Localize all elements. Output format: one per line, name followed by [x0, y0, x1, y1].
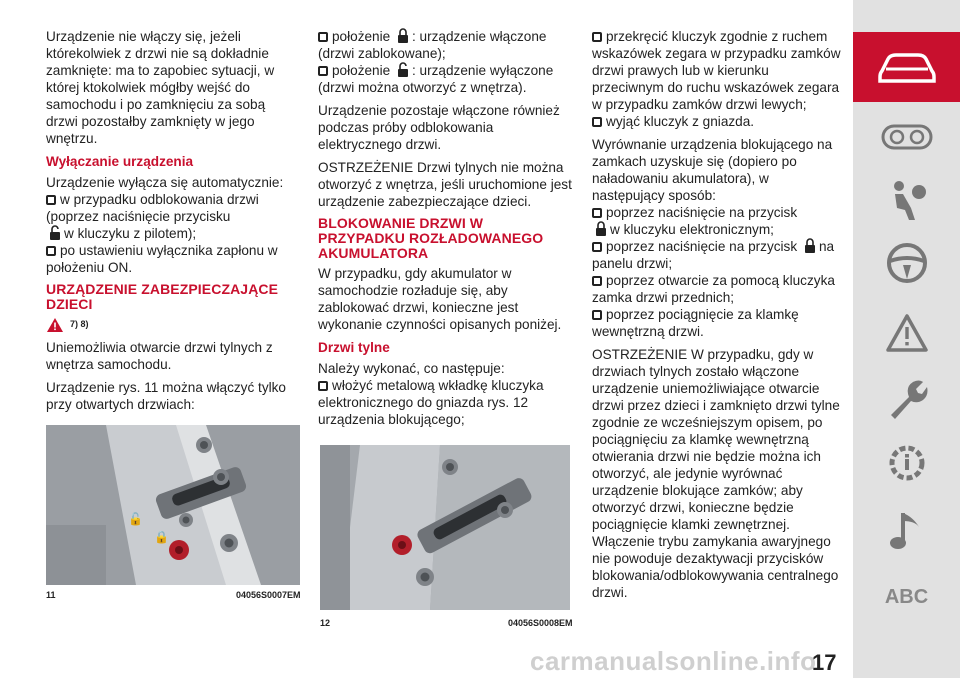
airbag-person-icon — [885, 178, 929, 222]
watermark: carmanualsonline.info — [530, 646, 817, 676]
bullet-icon — [46, 195, 56, 205]
chapter-service-tab[interactable] — [853, 364, 960, 434]
heading-disabling-device: Wyłączanie urządzenia — [46, 154, 194, 169]
heading-battery-locking: BLOKOWANIE DRZWI W PRZYPADKU ROZŁADOWANEGO AKUMULATORA — [318, 215, 544, 261]
heading-rear-doors: Drzwi tylne — [318, 340, 390, 355]
figure-12-caption: 12 — [320, 618, 331, 628]
bullet-unlock: w przypadku odblokowania drzwi (poprzez naciśnięcie przycisku w kluczyku z pilotem); — [46, 192, 259, 241]
intro-paragraph: Urządzenie nie włączy się, jeżeli którekolwiek z drzwi nie są dokładnie zamknięte: ma to zapobiec sytuacji, w której ktokolwiek mógłby wejść do samochodu i po zamknięciu za sobą drzwi pozostałby zamknięty w jego wnętrzu. — [46, 29, 275, 146]
bullet-icon — [592, 208, 602, 218]
bullet-icon — [318, 381, 328, 391]
dashboard-icon — [881, 124, 933, 150]
bullet-icon — [46, 246, 56, 256]
lock-icon — [595, 221, 607, 236]
bullet-press-panel-button: poprzez naciśnięcie na przycisk na panelu drzwi; — [592, 239, 835, 271]
column-3 — [592, 28, 844, 607]
bullet-turn-key: przekręcić kluczyk zgodnie z ruchem wskazówek zegara w przypadku zamków drzwi prawych lub w kierunku przeciwnym do ruchu wskazówek zegara w przypadku zamków drzwi lewych; — [592, 29, 841, 112]
bullet-open-front-door: poprzez otwarcie za pomocą kluczyka zamka drzwi przednich; — [592, 273, 835, 305]
bullet-position-unlocked: położenie : urządzenie wyłączone (drzwi można otworzyć z wnętrza). — [318, 63, 554, 95]
bullet-icon — [318, 66, 328, 76]
lock-icon — [804, 238, 816, 253]
heading-child-safety: URZĄDZENIE ZABEZPIECZAJĄCE DZIECI — [46, 281, 279, 312]
auto-off-paragraph: Urządzenie wyłącza się automatycznie: — [46, 175, 284, 190]
remains-on-paragraph: Urządzenie pozostaje włączone również podczas próby odblokowania elektrycznego drzwi. — [318, 103, 560, 152]
alignment-paragraph: Wyrównanie urządzenia blokującego na zamkach uzyskuje się (dopiero po naładowaniu akumulatora), w następujący sposób: — [592, 137, 833, 203]
warning-paragraph-1: OSTRZEŻENIE Drzwi tylnych nie można otworzyć z wnętrza, jeśli uruchomione jest urządzenie zabezpieczające dzieci. — [318, 160, 572, 209]
chapter-safety-tab[interactable] — [853, 165, 960, 235]
page-number: 17 — [812, 650, 837, 675]
chapter-multimedia-tab[interactable] — [853, 496, 960, 566]
steering-wheel-icon — [885, 241, 929, 285]
bullet-ignition: po ustawieniu wyłącznika zapłonu w położeniu ON. — [46, 243, 278, 275]
chapter-vehicle-tab[interactable] — [853, 32, 960, 102]
lock-closed-icon — [397, 28, 409, 43]
bullet-icon — [592, 117, 602, 127]
bullet-icon — [592, 32, 602, 42]
chapter-sidebar — [853, 0, 960, 678]
chapter-dashboard-tab[interactable] — [853, 102, 960, 172]
svg-text:🔓: 🔓 — [128, 512, 143, 526]
svg-text:🔒: 🔒 — [154, 530, 169, 544]
chapter-technical-data-tab[interactable] — [853, 428, 960, 498]
warning-paragraph-2: OSTRZEŻENIE W przypadku, gdy w drzwiach tylnych zostało włączone urządzenie uniemożliwiające otwarcie drzwi przez dzieci i zamknięto drzwi tylne zgodnie ze wcześniejszym opisem, po pociągnięciu za klamkę wewnętrzną otwierania drzwi nie będzie można ich otworzyć, ale jedynie wyrównać urządzenie blokujące zamków; aby otworzyć drzwi, konieczne będzie pociągnięcie klamki zewnętrznej. Włączenie trybu zamykania awaryjnego nie powoduje dezaktywacji przycisków blokowania/odblokowywania centralnego drzwi. — [592, 347, 840, 600]
music-note-icon — [889, 509, 925, 553]
unlock-icon — [49, 225, 61, 240]
bullet-remove-key: wyjąć kluczyk z gniazda. — [592, 113, 844, 130]
figure-12-code: 04056S0008EM — [508, 618, 573, 628]
figure-12-door-lock-photo — [320, 445, 570, 610]
column-1 — [46, 28, 300, 419]
column-2 — [318, 28, 572, 434]
abc-index: ABC — [884, 585, 929, 608]
lock-open-icon — [397, 62, 409, 77]
warning-triangle-icon — [885, 313, 929, 353]
car-icon — [876, 49, 938, 85]
bullet-pull-handle: poprzez pociągnięcie za klamkę wewnętrzną drzwi. — [592, 307, 799, 339]
do-following-paragraph: Należy wykonać, co następuje: — [318, 361, 505, 376]
chapter-driving-tab[interactable] — [853, 228, 960, 298]
battery-paragraph: W przypadku, gdy akumulator w samochodzie rozładuje się, aby zablokować drzwi, konieczne jest wykonanie czynności opisanych poniżej. — [318, 266, 562, 332]
bullet-icon — [592, 242, 602, 252]
bullet-icon — [592, 310, 602, 320]
warning-triangle-icon — [46, 317, 64, 333]
gear-info-icon — [885, 441, 929, 485]
warning-reference: 7) 8) — [46, 316, 300, 333]
bullet-insert-key: włożyć metalową wkładkę kluczyka elektronicznego do gniazda rys. 12 urządzenia blokującego; — [318, 378, 544, 427]
chapter-index-tab[interactable] — [853, 562, 960, 632]
prevents-opening-paragraph: Uniemożliwia otwarcie drzwi tylnych z wnętrza samochodu. — [46, 340, 273, 372]
figure-11-code: 04056S0007EM — [236, 590, 301, 600]
activation-paragraph: Urządzenie rys. 11 można włączyć tylko przy otwartych drzwiach: — [46, 380, 286, 412]
figure-11-caption: 11 — [46, 590, 56, 600]
figure-11-door-lock-photo — [46, 425, 300, 585]
bullet-icon — [592, 276, 602, 286]
bullet-icon — [318, 32, 328, 42]
wrench-icon — [885, 377, 929, 421]
bullet-position-locked: położenie : urządzenie włączone (drzwi zablokowane); — [318, 29, 547, 61]
bullet-press-key-button: poprzez naciśnięcie na przycisk w kluczyku elektronicznym; — [592, 204, 844, 238]
chapter-warnings-tab[interactable] — [853, 298, 960, 368]
